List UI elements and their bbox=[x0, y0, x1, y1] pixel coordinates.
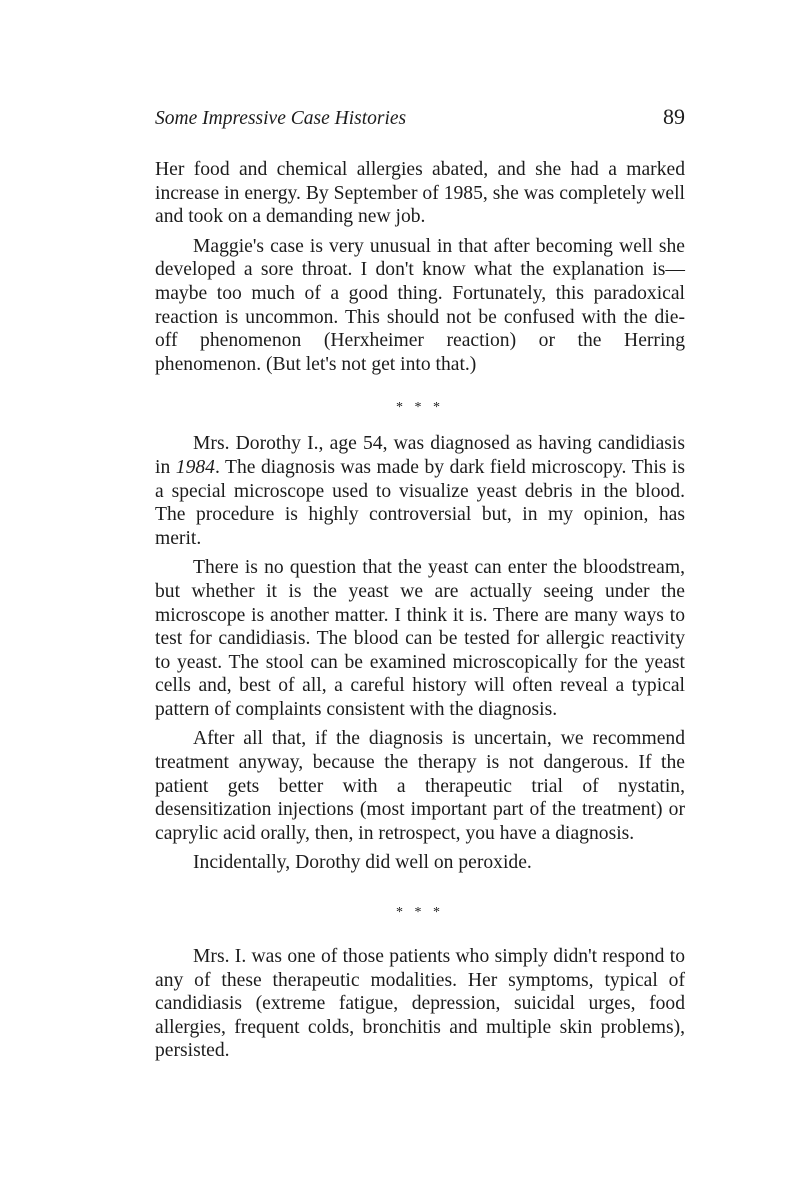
running-title: Some Impressive Case Histories bbox=[155, 108, 407, 129]
paragraph-text: Mrs. Dorothy I., age 54, was diagnosed as having candidiasis in bbox=[155, 433, 685, 478]
paragraph-maggie-case: Maggie's case is very unusual in that after becoming well she developed a sore throat. I don't know what the explanation is—maybe too much of a good thing. Fortunately, this paradoxical reaction is uncommon. This should not be confused with the die-off phenomenon (Herxheimer reaction) or the Herring phenomenon. (But let's not get into that.) bbox=[155, 235, 685, 375]
page-number: 89 bbox=[663, 104, 685, 129]
running-header bbox=[155, 104, 685, 140]
paragraph-mrs-i: Mrs. I. was one of those patients who simply didn't respond to any of these therapeutic modalities. Her symptoms, typical of candidiasis (extreme fatigue, depression, suicidal urges, food allergies, frequent colds, bronchitis and multiple skin problems), persisted. bbox=[155, 946, 685, 1062]
paragraph-dorothy-diagnosis bbox=[155, 432, 685, 550]
paragraph-peroxide: Incidentally, Dorothy did well on peroxide. bbox=[193, 852, 532, 874]
paragraph-continuation: Her food and chemical allergies abated, and she had a marked increase in energy. By September of 1985, she was completely well and took on a demanding new job. bbox=[155, 159, 685, 228]
paragraph-treatment: After all that, if the diagnosis is uncertain, we recommend treatment anyway, because the therapy is not dangerous. If the patient gets better with a therapeutic trial of nystatin, desensitization injections (most important part of the treatment) or caprylic acid orally, then, in retrospect, you have a diagnosis. bbox=[155, 728, 685, 844]
paragraph-yeast-bloodstream: There is no question that the yeast can enter the bloodstream, but whether it is the yeast we are actually seeing under the microscope is another matter. I think it is. There are many ways to test for candidiasis. The blood can be tested for allergic reactivity to yeast. The stool can be examined microscopically for the yeast cells and, best of all, a careful history will often reveal a typical pattern of complaints consistent with the diagnosis. bbox=[155, 557, 685, 720]
section-break: * * * bbox=[396, 400, 444, 416]
book-page bbox=[155, 104, 685, 1069]
italic-year: 1984 bbox=[175, 456, 215, 478]
section-break: * * * bbox=[396, 905, 444, 921]
body-text bbox=[155, 158, 685, 1063]
paragraph-text: . The diagnosis was made by dark field microscopy. This is a special microscope used to visualize yeast debris in the blood. The procedure is highly controversial but, in my opinion, has merit. bbox=[155, 456, 685, 549]
